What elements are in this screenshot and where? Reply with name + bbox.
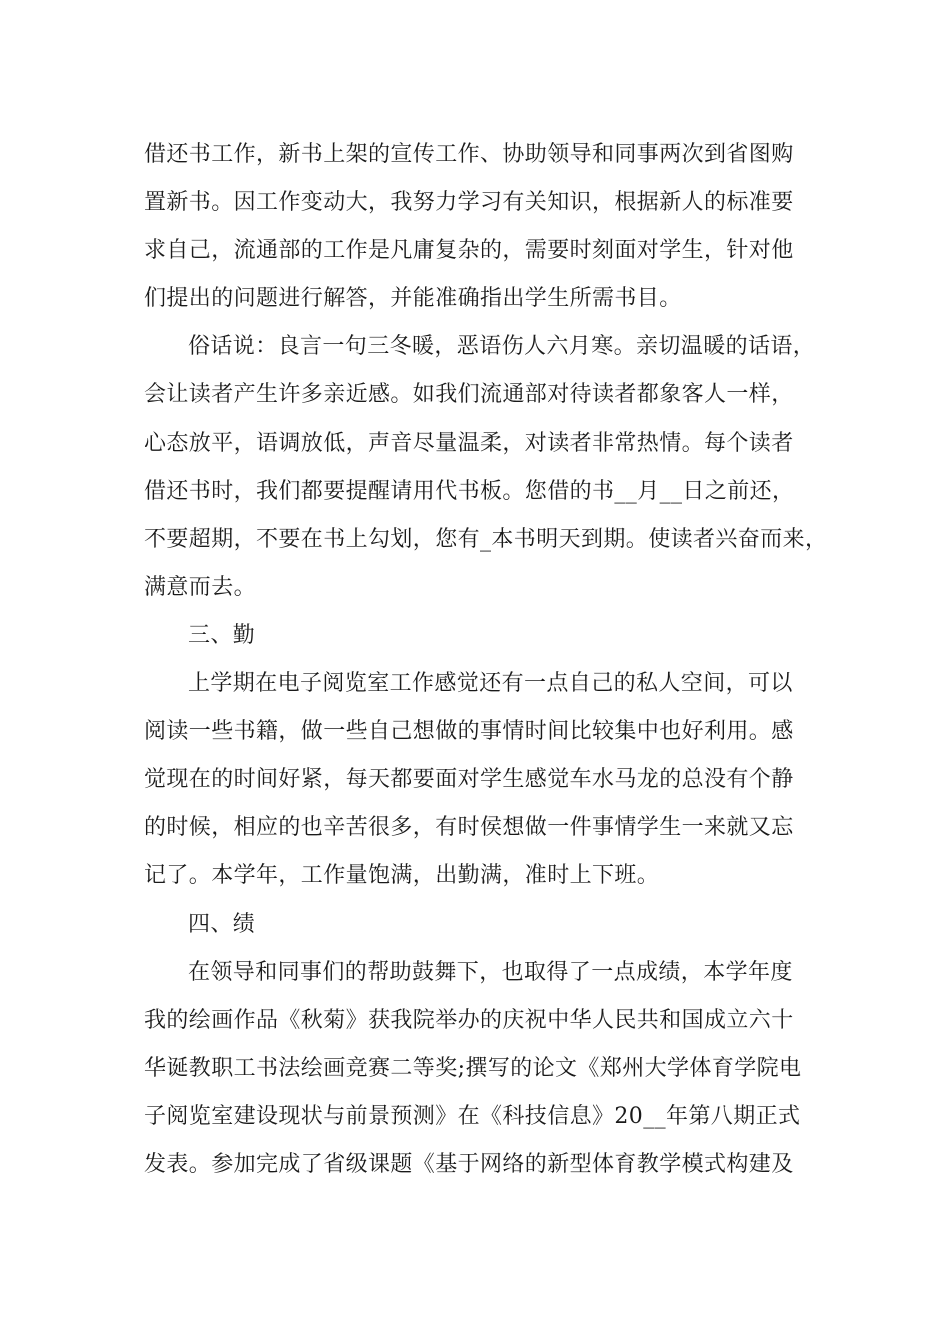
text-line: 俗话说：良言一句三冬暖，恶语伤人六月寒。亲切温暖的话语， <box>188 334 816 360</box>
text-line: 心态放平，语调放低，声音尽量温柔，对读者非常热情。每个读者 <box>144 430 794 456</box>
text-line: 我的绘画作品《秋菊》获我院举办的庆祝中华人民共和国成立六十 <box>144 1007 794 1033</box>
text-line: 不要超期，不要在书上勾划，您有_本书明天到期。使读者兴奋而来， <box>144 526 828 552</box>
text-line: 子阅览室建设现状与前景预测》在《科技信息》20__年第八期正式 <box>144 1103 801 1129</box>
text-line: 会让读者产生许多亲近感。如我们流通部对待读者都象客人一样， <box>144 382 794 408</box>
document-body <box>144 131 828 1189</box>
text-line: 觉现在的时间好紧，每天都要面对学生感觉车水马龙的总没有个静 <box>144 767 794 793</box>
text-line: 在领导和同事们的帮助鼓舞下，也取得了一点成绩，本学年度 <box>188 959 793 985</box>
text-line: 华诞教职工书法绘画竞赛二等奖;撰写的论文《郑州大学体育学院电 <box>144 1055 802 1081</box>
text-line: 上学期在电子阅览室工作感觉还有一点自己的私人空间，可以 <box>188 671 793 697</box>
text-line: 的时候，相应的也辛苦很多，有时侯想做一件事情学生一来就又忘 <box>144 815 794 841</box>
text-line: 发表。参加完成了省级课题《基于网络的新型体育教学模式构建及 <box>144 1151 794 1177</box>
text-line: 们提出的问题进行解答，并能准确指出学生所需书目。 <box>144 286 682 312</box>
text-line: 四、绩 <box>188 911 256 937</box>
text-line: 记了。本学年，工作量饱满，出勤满，准时上下班。 <box>144 863 660 889</box>
text-line: 求自己，流通部的工作是凡庸复杂的，需要时刻面对学生，针对他 <box>144 238 794 264</box>
text-line: 阅读一些书籍，做一些自己想做的事情时间比较集中也好利用。感 <box>144 719 794 745</box>
text-line: 置新书。因工作变动大，我努力学习有关知识，根据新人的标准要 <box>144 190 794 216</box>
text-line: 三、勤 <box>188 622 256 648</box>
text-line: 借还书工作，新书上架的宣传工作、协助领导和同事两次到省图购 <box>144 142 794 167</box>
text-line: 借还书时，我们都要提醒请用代书板。您借的书__月__日之前还， <box>144 478 795 504</box>
text-line: 满意而去。 <box>144 574 257 600</box>
